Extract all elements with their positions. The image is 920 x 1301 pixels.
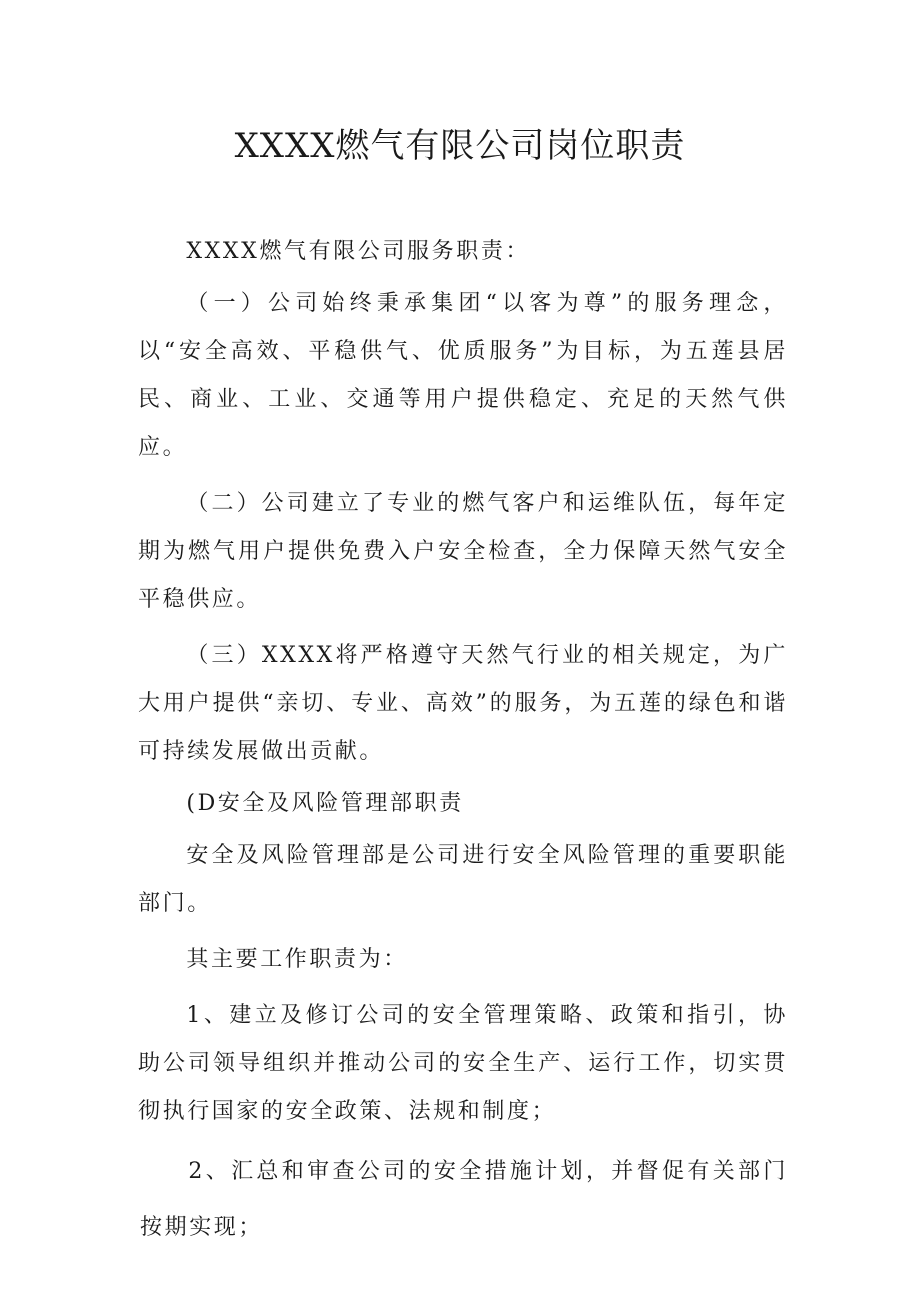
paragraph-dept-intro: 安全及风险管理部是公司进行安全风险管理的重要职能部门。	[138, 843, 788, 916]
paragraph-service-2: （二）公司建立了专业的燃气客户和运维队伍，每年定期为燃气用户提供免费入户安全检查，全力保障天然气安全平稳供应。	[138, 491, 788, 612]
paragraph-service-heading: XXXX燃气有限公司服务职责：	[186, 239, 531, 264]
document-body	[138, 228, 788, 1256]
paragraph-service-3: （三）XXXX将严格遵守天然气行业的相关规定，为广大用户提供“亲切、专业、高效”的服务，为五莲的绿色和谐可持续发展做出贡献。	[138, 643, 788, 764]
paragraph-service-1: （一）公司始终秉承集团“以客为尊”的服务理念，以“安全高效、平稳供气、优质服务”为目标，为五莲县居民、商业、工业、交通等用户提供稳定、充足的天然气供应。	[138, 291, 788, 460]
paragraph-duty-1: 1、建立及修订公司的安全管理策略、政策和指引，协助公司领导组织并推动公司的安全生产、运行工作，切实贯彻执行国家的安全政策、法规和制度；	[138, 1003, 788, 1124]
paragraph-duties-heading: 其主要工作职责为：	[186, 947, 408, 972]
paragraph-dept-heading: (D安全及风险管理部职责	[186, 791, 464, 816]
paragraph-duty-2: 2、汇总和审查公司的安全措施计划，并督促有关部门按期实现；	[140, 1159, 788, 1240]
document-title: XXXX燃气有限公司岗位职责	[234, 126, 686, 166]
